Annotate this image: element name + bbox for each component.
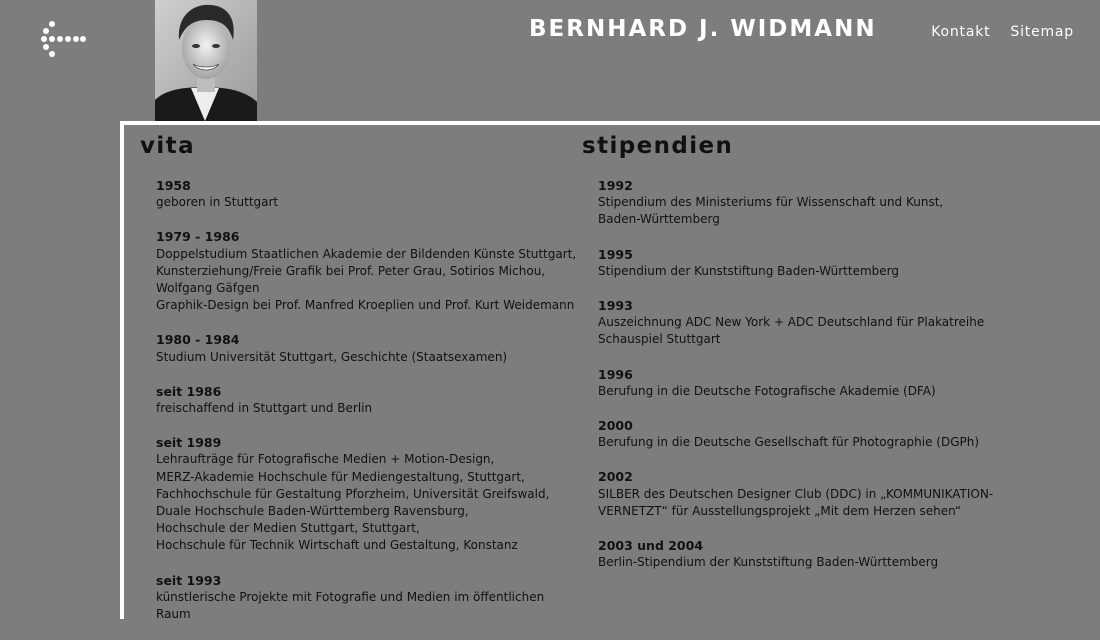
entry-year: 1980 - 1984 [156, 332, 240, 348]
entry-text: freischaffend in Stuttgart und Berlin [156, 401, 373, 416]
entry-year: 2000 [598, 418, 633, 434]
stipendien-entry [598, 177, 1022, 229]
entry-text: Berufung in die Deutsche Fotografische Akademie (DFA) [598, 383, 936, 398]
entry-year: 2002 [598, 469, 633, 485]
vita-entry [156, 383, 580, 417]
entry-text: Stipendium des Ministeriums für Wissenschaft und Kunst, Baden-Württemberg [598, 195, 944, 227]
stipendien-entry [598, 366, 1022, 400]
entry-text: SILBER des Deutschen Designer Club (DDC) in „KOMMUNIKATION- VERNETZT“ für Ausstellungsprojekt „Mit dem Herzen sehen“ [598, 486, 994, 518]
nav-link-kontakt[interactable]: Kontakt [931, 24, 991, 40]
stipendien-entry [598, 246, 1022, 280]
stipendien-list [598, 177, 1022, 571]
entry-year: 1996 [598, 366, 633, 382]
stipendien-entry [598, 468, 1022, 520]
vita-list [156, 177, 580, 623]
entry-year: seit 1989 [156, 435, 222, 451]
top-navigation [931, 24, 1074, 40]
entry-year: 1992 [598, 178, 633, 193]
entry-year: 1958 [156, 178, 191, 193]
entry-text: Berufung in die Deutsche Gesellschaft für Photographie (DGPh) [598, 435, 980, 450]
vita-entry [156, 177, 580, 211]
stipendien-entry [598, 297, 1022, 349]
vita-entry [156, 434, 580, 554]
vita-heading: vita [140, 133, 195, 159]
stipendien-entry [598, 537, 1022, 571]
entry-year: seit 1986 [156, 383, 222, 399]
stipendien-heading: stipendien [582, 133, 734, 159]
entry-text: Doppelstudium Staatlichen Akademie der Bildenden Künste Stuttgart, Kunsterziehung/Freie Grafik bei Prof. Peter Grau, Sotirios Michou, Wolfgang Gäfgen Graphik-Design bei Prof. Manfred Kroeplien und Prof. Kurt Weidemann [156, 246, 577, 313]
entry-text: künstlerische Projekte mit Fotografie und Medien im öffentlichen Raum [156, 589, 545, 622]
entry-text: Lehraufträge für Fotografische Medien + Motion-Design, MERZ-Akademie Hochschule für Mediengestaltung, Stuttgart, Fachhochschule für Gestaltung Pforzheim, Universität Greifswald, Duale Hochschule Baden-Württemberg Ravensburg, Hochschule der Medien Stuttgart, Stuttgart, Hochschule für Technik Wirtschaft und Gestaltung, Konstanz [156, 452, 550, 553]
entry-year: 2003 und 2004 [598, 538, 704, 554]
entry-year: 1993 [598, 298, 633, 314]
entry-year: 1995 [598, 246, 633, 262]
entry-text: Berlin-Stipendium der Kunststiftung Baden-Württemberg [598, 555, 939, 570]
entry-text: Auszeichnung ADC New York + ADC Deutschland für Plakatreihe Schauspiel Stuttgart [598, 315, 985, 347]
portrait-photo [155, 0, 257, 121]
entry-text: geboren in Stuttgart [156, 195, 279, 210]
entry-text: Studium Universität Stuttgart, Geschichte (Staatsexamen) [156, 349, 508, 364]
vita-section [140, 125, 580, 640]
dotted-arrow-logo-icon[interactable] [40, 20, 86, 58]
nav-link-sitemap[interactable]: Sitemap [1010, 24, 1074, 40]
site-title: BERNHARD J. WIDMANN [529, 16, 877, 42]
entry-year: seit 1993 [156, 572, 222, 588]
stipendien-entry [598, 417, 1022, 451]
vita-entry [156, 331, 580, 365]
vita-entry [156, 572, 580, 624]
entry-text: Stipendium der Kunststiftung Baden-Württemberg [598, 263, 899, 278]
vita-entry [156, 228, 580, 314]
entry-year: 1979 - 1986 [156, 229, 240, 245]
content-frame [120, 121, 1100, 622]
stipendien-section [582, 125, 1022, 588]
